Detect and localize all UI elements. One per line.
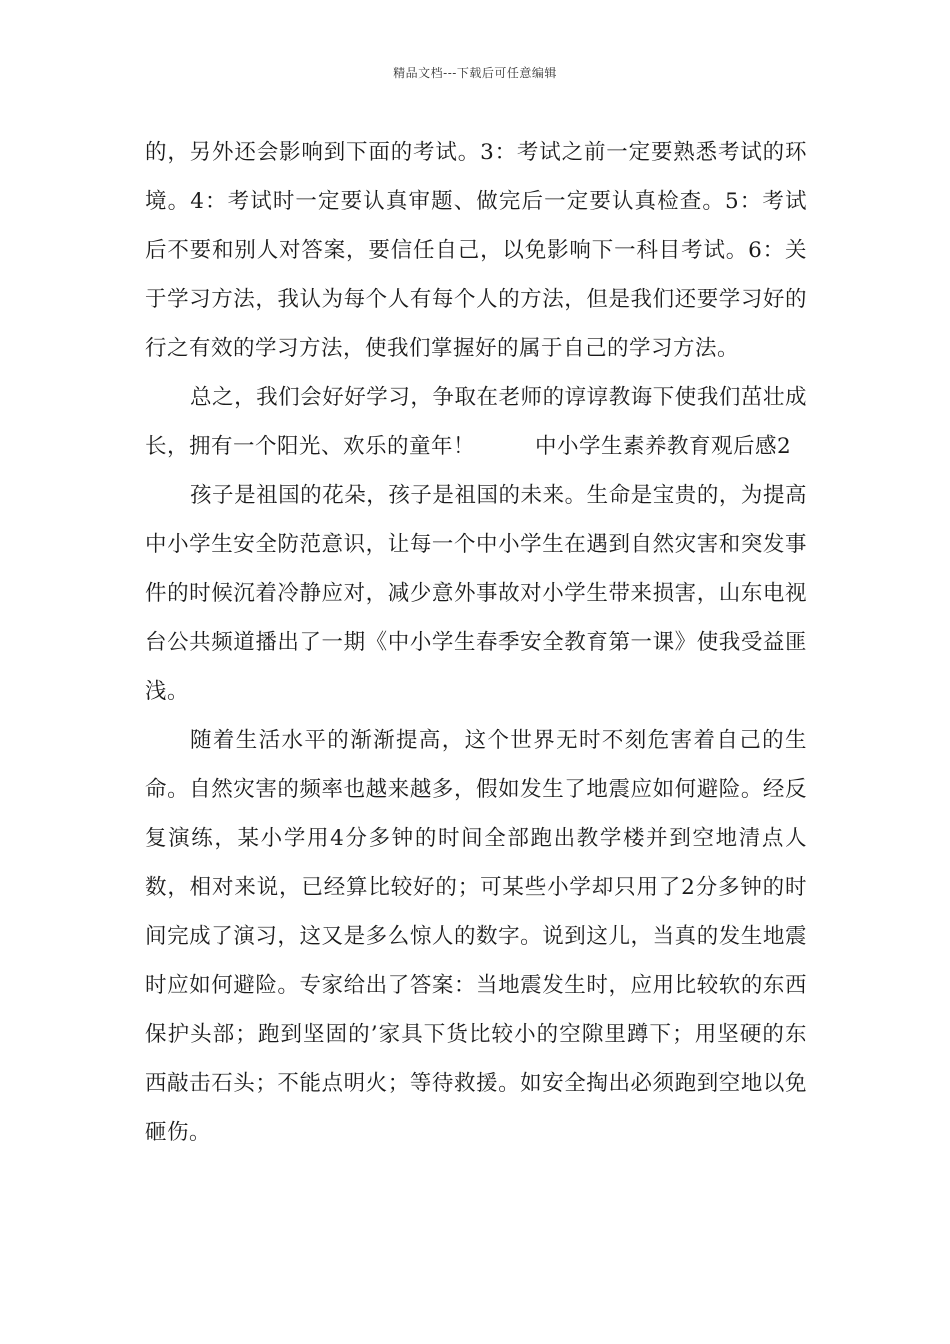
paragraph-earthquake-safety: 随着生活水平的渐渐提高，这个世界无时不刻危害着自己的生命。自然灾害的频率也越来越多，假如发生了地震应如何避险。经反复演练，某小学用4分多钟的时间全部跑出教学楼并到空地清点人数，相对来说，已经算比较好的；可某些小学却只用了2分多钟的时间完成了演习，这又是多么惊人的数字。说到这儿，当真的发生地震时应如何避险。专家给出了答案：当地震发生时，应用比较软的东西保护头部；跑到坚固的’家具下货比较小的空隙里蹲下；用坚硬的东西敲击石头；不能点明火；等待救援。如安全掏出必须跑到空地以免砸伤。 — [145, 728, 807, 1145]
paragraph-conclusion — [145, 373, 807, 471]
section-title: 中小学生素养教育观后感2 — [535, 434, 792, 459]
document-body — [145, 128, 807, 1157]
paragraph-children-future: 孩子是祖国的花朵，孩子是祖国的未来。生命是宝贵的，为提高中小学生安全防范意识，让每一个中小学生在遇到自然灾害和突发事件的时候沉着冷静应对，减少意外事故对小学生带来损害，山东电视台公共频道播出了一期《中小学生春季安全教育第一课》使我受益匪浅。 — [145, 483, 807, 704]
paragraph-conclusion-text: 总之，我们会好好学习，争取在老师的谆谆教诲下使我们茁壮成长，拥有一个阳光、欢乐的童年！ — [145, 385, 807, 459]
paragraph-exam-tips: 的，另外还会影响到下面的考试。3：考试之前一定要熟悉考试的环境。4：考试时一定要认真审题、做完后一定要认真检查。5：考试后不要和别人对答案，要信任自己，以免影响下一科目考试。6：关于学习方法，我认为每个人有每个人的方法，但是我们还要学习好的行之有效的学习方法，使我们掌握好的属于自己的学习方法。 — [145, 140, 807, 361]
page-header: 精品文档---下载后可任意编辑 — [393, 66, 557, 80]
